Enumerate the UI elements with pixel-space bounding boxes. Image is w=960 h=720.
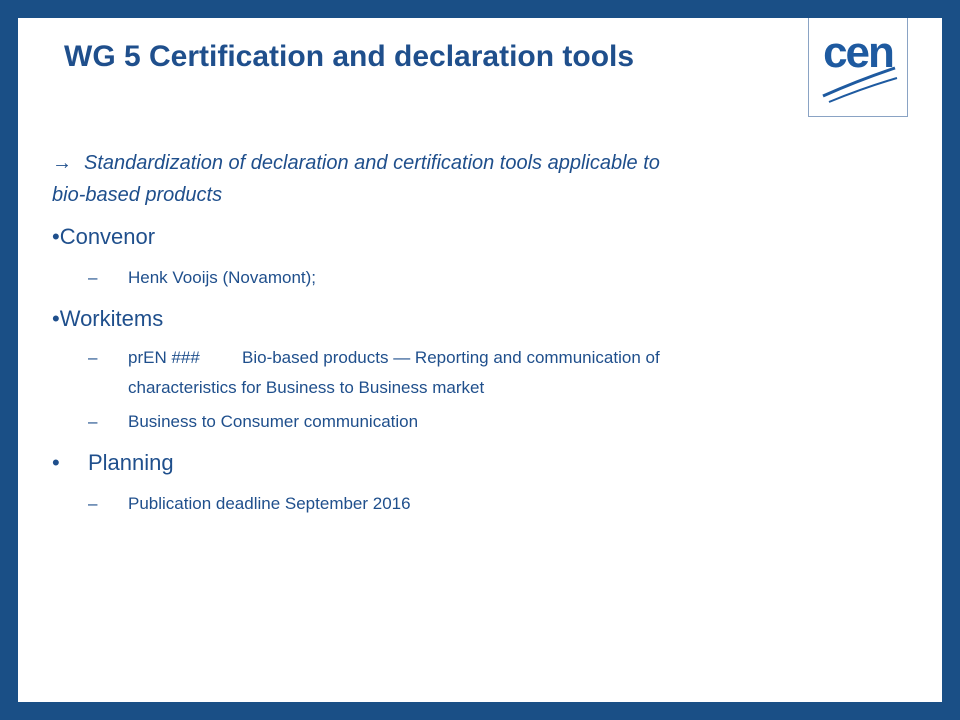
workitem-1-line-1: – prEN ### Bio-based products — Reporting and communication of [88,348,660,367]
slide-title: WG 5 Certification and declaration tools [64,40,635,73]
logo-swoosh-icon [809,18,907,116]
dash: – [88,348,98,367]
slide [18,18,942,702]
bullet: • [52,224,60,249]
bullet: • [52,306,60,331]
workitem-code: prEN ### [128,348,200,367]
planning-heading: • Planning [52,450,174,475]
workitems-heading: •Workitems [52,306,164,331]
workitem-1-line-2: characteristics for Business to Business market [128,378,485,397]
workitem-2: – Business to Consumer communication [88,412,419,431]
cen-logo-text: cen [823,28,893,77]
planning-item: – Publication deadline September 2016 [88,494,411,513]
scope-line-1: → Standardization of declaration and certification tools applicable to [52,152,660,174]
convenor-heading: •Convenor [52,224,156,249]
arrow-right-icon: → [52,152,72,174]
dash: – [88,494,98,513]
scope-line-2: bio-based products [52,184,223,206]
dash: – [88,412,98,431]
bullet: • [52,450,60,475]
dash: – [88,268,98,287]
cen-logo [808,18,908,117]
convenor-item: – Henk Vooijs (Novamont); [88,268,317,287]
